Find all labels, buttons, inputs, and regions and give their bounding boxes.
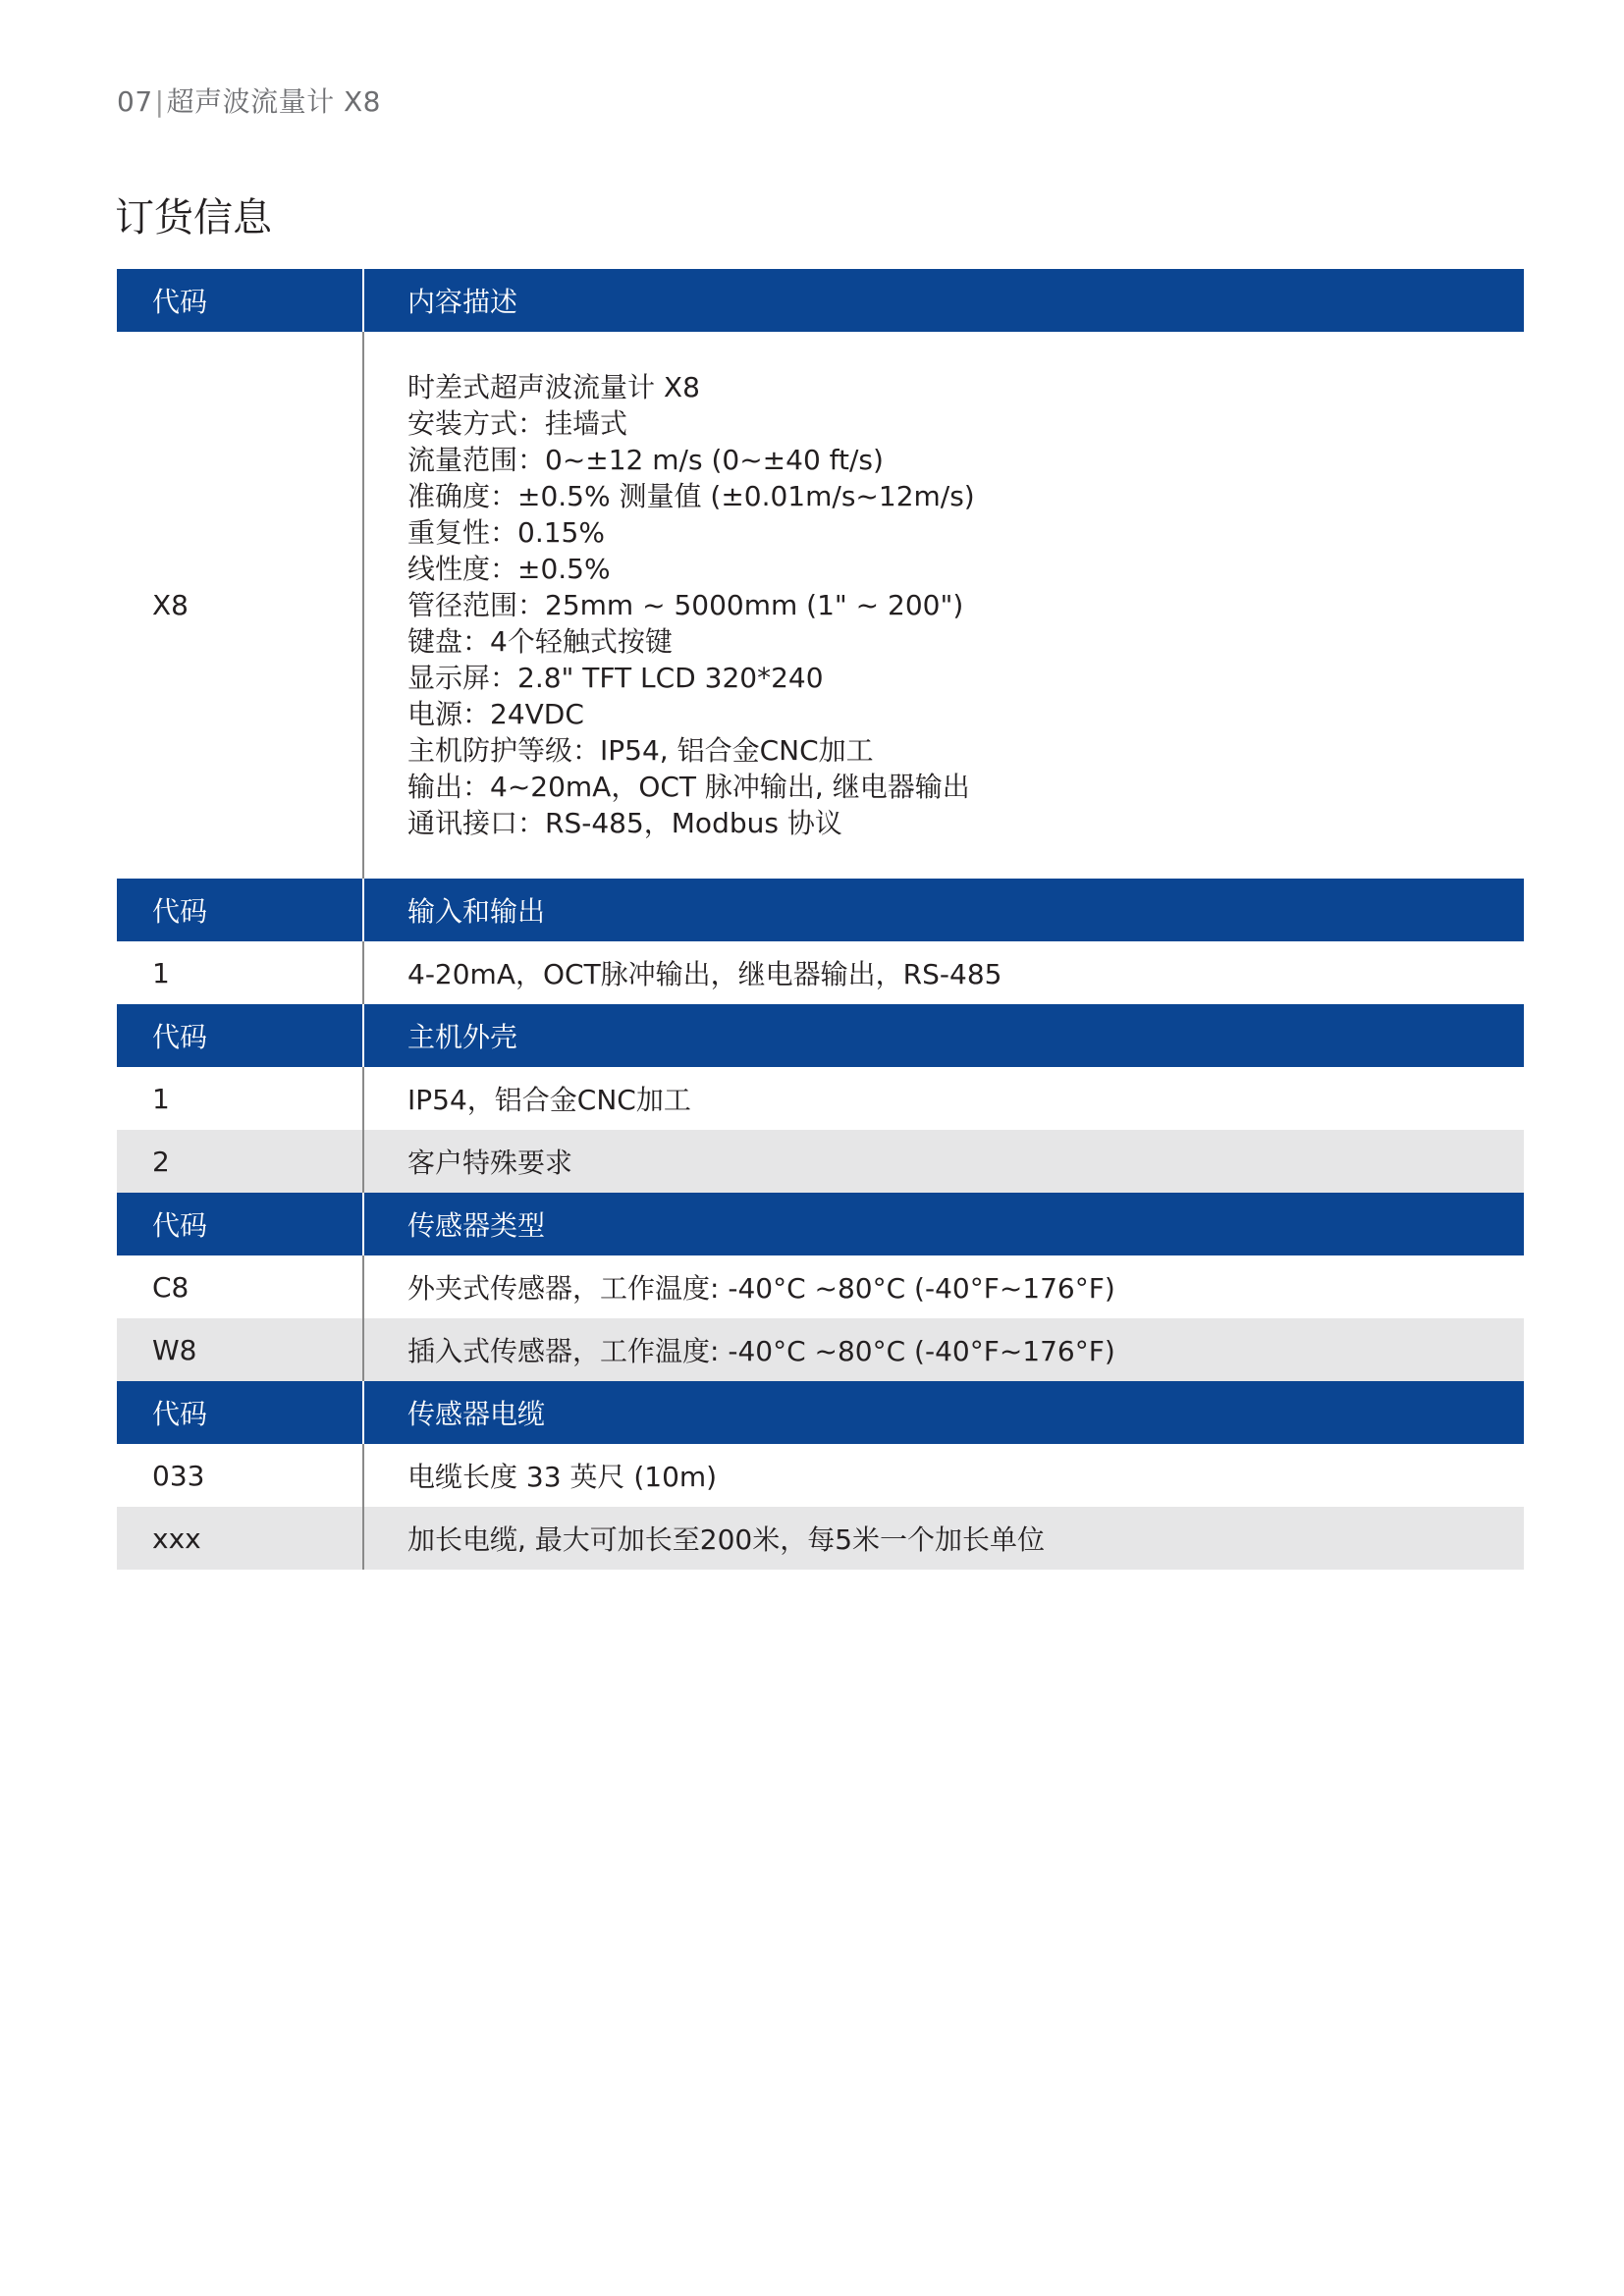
- table-row: [117, 941, 1524, 1004]
- spec-line: 主机防护等级：IP54, 铝合金CNC加工: [407, 734, 874, 767]
- row-desc: IP54，铝合金CNC加工: [362, 1067, 1524, 1130]
- table-row: [117, 1318, 1524, 1381]
- table-row: [117, 1067, 1524, 1130]
- row-desc: 电缆长度 33 英尺 (10m): [362, 1444, 1524, 1507]
- header-desc: 输入和输出: [362, 879, 1524, 941]
- table-row: [117, 1444, 1524, 1507]
- header-code: 代码: [152, 1398, 208, 1430]
- header-desc: 主机外壳: [362, 1004, 1524, 1067]
- section-title: 订货信息: [115, 195, 272, 240]
- header-desc: 内容描述: [362, 269, 1524, 332]
- table-row: [117, 1255, 1524, 1318]
- spec-line: 线性度：±0.5%: [407, 553, 611, 585]
- spec-line: 管径范围：25mm ~ 5000mm (1" ~ 200"): [407, 589, 964, 621]
- header-desc: 传感器电缆: [362, 1381, 1524, 1444]
- row-desc: 4-20mA，OCT脉冲输出，继电器输出，RS-485: [362, 941, 1524, 1004]
- spec-list: [362, 332, 1524, 879]
- order-table: [117, 269, 1524, 1570]
- page-number: 07: [117, 85, 153, 118]
- spec-line: 显示屏：2.8" TFT LCD 320*240: [407, 662, 824, 694]
- spec-line: 时差式超声波流量计 X8: [407, 371, 700, 403]
- row-desc: 外夹式传感器，工作温度: -40°C ~80°C (-40°F~176°F): [362, 1255, 1524, 1318]
- row-code: xxx: [152, 1522, 201, 1555]
- spec-line: 通讯接口：RS-485，Modbus 协议: [407, 807, 842, 839]
- row-desc: 插入式传感器，工作温度: -40°C ~80°C (-40°F~176°F): [362, 1318, 1524, 1381]
- table-header-row: [117, 1381, 1524, 1444]
- row-code: X8: [152, 589, 189, 621]
- spec-line: 重复性：0.15%: [407, 516, 605, 549]
- row-code: 1: [152, 956, 170, 989]
- header-code: 代码: [152, 1021, 208, 1053]
- row-code: C8: [152, 1270, 189, 1304]
- row-code: 033: [152, 1459, 205, 1492]
- spec-line: 电源：24VDC: [407, 698, 584, 730]
- row-code: 1: [152, 1082, 170, 1115]
- row-code: W8: [152, 1333, 197, 1366]
- spec-line: 安装方式：挂墙式: [407, 407, 628, 440]
- table-header-row: [117, 1004, 1524, 1067]
- table-row: [117, 1130, 1524, 1193]
- row-code: 2: [152, 1145, 170, 1178]
- header-product: 超声波流量计 X8: [166, 85, 381, 118]
- header-code: 代码: [152, 1209, 208, 1242]
- header-code: 代码: [152, 286, 208, 318]
- table-header-row: [117, 269, 1524, 332]
- spec-line: 输出：4~20mA，OCT 脉冲输出, 继电器输出: [407, 771, 970, 803]
- spec-line: 流量范围：0~±12 m/s (0~±40 ft/s): [407, 444, 884, 476]
- page-header: [117, 80, 381, 120]
- header-desc: 传感器类型: [362, 1193, 1524, 1255]
- table-header-row: [117, 1193, 1524, 1255]
- row-desc: 加长电缆, 最大可加长至200米，每5米一个加长单位: [362, 1507, 1524, 1570]
- table-header-row: [117, 879, 1524, 941]
- table-row: [117, 332, 1524, 879]
- spec-line: 键盘：4个轻触式按键: [407, 625, 673, 658]
- header-separator: |: [154, 85, 165, 118]
- table-row: [117, 1507, 1524, 1570]
- spec-line: 准确度：±0.5% 测量值 (±0.01m/s~12m/s): [407, 480, 975, 512]
- row-desc: 客户特殊要求: [362, 1130, 1524, 1193]
- header-code: 代码: [152, 895, 208, 928]
